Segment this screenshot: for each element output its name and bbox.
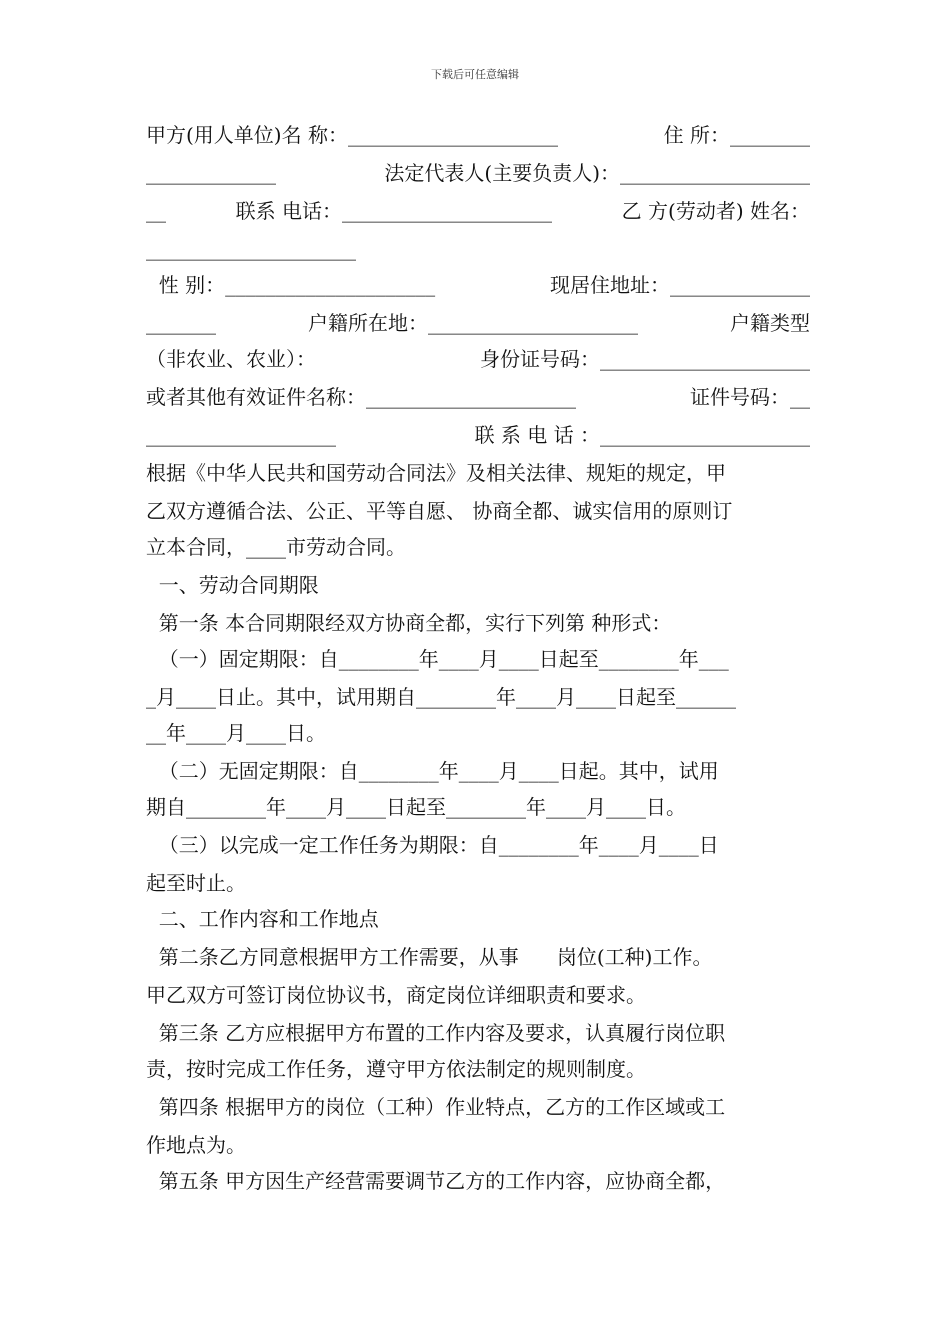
contract-line-segment: 联系 电话：_____________________ xyxy=(235,199,553,223)
contract-line-segment: 性 别：_____________________ xyxy=(146,273,436,297)
contract-line: 立本合同，____市劳动合同。 xyxy=(146,535,406,559)
contract-line-segment: 户籍所在地：_____________________ xyxy=(308,311,638,335)
contract-line: 第二条乙方同意根据甲方工作需要，从事 岗位(工种)工作。 xyxy=(146,945,713,969)
contract-line: 根据《中华人民共和国劳动合同法》及相关法律、规矩的规定，甲 xyxy=(146,461,726,485)
contract-line xyxy=(146,384,810,410)
contract-line-segment: 证件号码：__ xyxy=(690,385,810,409)
contract-line xyxy=(146,122,810,148)
contract-line xyxy=(146,310,810,336)
contract-line xyxy=(146,272,810,298)
contract-line: _月____日止。其中，试用期自________年____月____日起至______ xyxy=(146,685,736,709)
contract-line-segment: _____________ xyxy=(146,161,276,185)
contract-line: 二、工作内容和工作地点 xyxy=(146,907,379,931)
contract-line xyxy=(146,198,810,224)
contract-line-segment: _______ xyxy=(146,311,216,335)
contract-line: 起至时止。 xyxy=(146,871,246,895)
contract-line: _____________________ xyxy=(146,237,356,261)
contract-line: 第五条 甲方因生产经营需要调节乙方的工作内容，应协商全都， xyxy=(146,1169,726,1193)
contract-line: 一、劳动合同期限 xyxy=(146,573,319,597)
contract-line: 作地点为。 xyxy=(146,1133,246,1157)
contract-line: 期自________年____月____日起至________年____月____日。 xyxy=(146,795,686,819)
contract-line xyxy=(146,346,810,372)
contract-line-segment: 户籍类型 xyxy=(730,311,810,335)
contract-line-segment: 或者其他有效证件名称：_____________________ xyxy=(146,385,576,409)
contract-line: （一）固定期限：自________年____月____日起至________年___ xyxy=(146,647,729,671)
contract-line: （三）以完成一定工作任务为期限：自________年____月____日 xyxy=(146,833,719,857)
contract-line xyxy=(146,160,810,186)
contract-line: 第一条 本合同期限经双方协商全都，实行下列第 种形式： xyxy=(146,611,672,635)
contract-line-segment: 法定代表人(主要负责人)：___________________ xyxy=(384,161,810,185)
contract-line: 第四条 根据甲方的岗位（工种）作业特点，乙方的工作区域或工 xyxy=(146,1095,726,1119)
contract-line-segment: ___________________ xyxy=(146,423,336,447)
contract-line: 乙双方遵循合法、公正、平等自愿、 协商全都、诚实信用的原则订 xyxy=(146,499,733,523)
contract-line-segment: （非农业、农业）： xyxy=(146,347,316,371)
contract-line-segment: 身份证号码：_____________________ xyxy=(480,347,810,371)
contract-line-segment: 乙 方(劳动者) 姓名： xyxy=(621,199,810,223)
contract-line-segment: 现居住地址：______________ xyxy=(550,273,810,297)
contract-line-segment: 住 所：________ xyxy=(663,123,810,147)
contract-line: （二）无固定期限：自________年____月____日起。其中，试用 xyxy=(146,759,719,783)
contract-line-segment: 联 系 电 话 ：_____________________ xyxy=(474,423,810,447)
page-header-note: 下载后可任意编辑 xyxy=(431,68,519,81)
contract-line-segment: 甲方(用人单位)名 称：_____________________ xyxy=(146,123,558,147)
contract-line: 甲乙双方可签订岗位协议书，商定岗位详细职责和要求。 xyxy=(146,983,646,1007)
contract-line: __年____月____日。 xyxy=(146,721,326,745)
contract-line-segment: __ xyxy=(146,199,166,223)
contract-line: 责，按时完成工作任务，遵守甲方依法制定的规则制度。 xyxy=(146,1057,646,1081)
contract-line: 第三条 乙方应根据甲方布置的工作内容及要求，认真履行岗位职 xyxy=(146,1021,726,1045)
contract-line xyxy=(146,422,810,448)
